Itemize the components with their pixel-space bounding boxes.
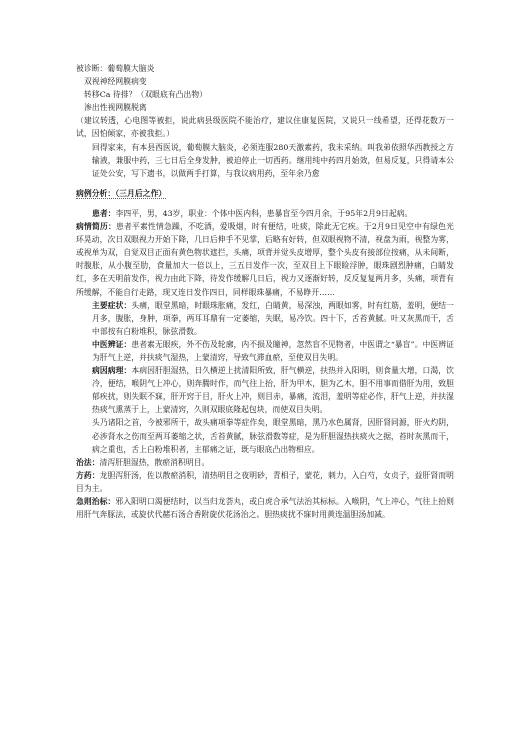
spacer bbox=[76, 200, 454, 207]
treatment-paragraph bbox=[76, 456, 454, 469]
diagnosis-line-2: 双视神经网膜病变 bbox=[84, 77, 147, 87]
document-body bbox=[76, 62, 454, 521]
history-label: 病情简历： bbox=[76, 222, 116, 232]
current-symptoms-paragraph bbox=[76, 299, 454, 338]
hospital-note: （建议转透，心电图等被拒，说此病县级医院不能治疗，建议住康复医院，又说只一线希望，还得花数万一试，因怕倾家，亦被我拒。） bbox=[76, 116, 454, 139]
current-symptoms-label: 主要症状： bbox=[92, 300, 132, 310]
treatment-text: 清泻肝胆湿热，散瘀消积明目。 bbox=[99, 457, 210, 467]
diagnosis-line-3: 转移Ca 待排？（双眼底有凸出物） bbox=[84, 90, 208, 100]
treatment-label: 治法： bbox=[76, 457, 100, 467]
history-paragraph bbox=[76, 220, 454, 299]
diagnosis-line-4: 渗出性视网膜脱离 bbox=[84, 103, 147, 113]
prescription-label: 方药： bbox=[76, 470, 100, 480]
diagnosis-line-1: 被诊断：葡萄膜大脑炎 bbox=[76, 64, 155, 73]
prescription-text: 龙胆泻肝汤，佐以散瘀消积，清热明目之夜明砂，青相子，蒙花，刺力，入白芍，女贞子，益肝肾而明目为主。 bbox=[76, 470, 455, 493]
pathology-text: 本病因肝胆湿热，日久横逆上扰清阳所致，肝气横逆，扶热并入阳明，则食量大增，口渴，饮冷，便结，喉阴气上冲心，则奔腾时作，而气往上抬，肝为甲木，胆为乙木，胆不用事而借肝为用，致胆郁疾扰，则失眠不寐，肝开窍于目，肝火上冲，则目赤，暴痛，流泪，羞明等症必作，肝气上逆，并扶湿热痰气熏蒸于上，上蒙清窍，久则双眼底隆起包块，而使双目失明。 bbox=[92, 366, 455, 415]
return-note: 回得家来，有本县西医说，葡萄膜大脑炎，必须连服280天激素药，我未采纳。叫我弟依照华西教授之方输液，兼服中药，三七日后全身发肿，被迫停止一切西药。继用纯中药四月始效，但易反复，只得请本公证处公安，写下遗书，以做两手打算，与我议病用药，至年余乃愈 bbox=[92, 142, 454, 178]
spacer bbox=[76, 180, 454, 187]
section-title-text: 病例分析：（三月后之作） bbox=[76, 188, 167, 198]
emergency-paragraph bbox=[76, 495, 454, 521]
patient-text: 李四平，男，43岁，职业：个体中医内科，患暴盲至今四月余，于95年2月9日起病。 bbox=[115, 208, 413, 218]
summary-paragraph: 头乃诸阳之首，今被邪所干，故头痛项拳等症作矣，眼堂黑暗，黑乃水色属肾，因肝肾同源，肝火灼阴，必涉肾水之伤而至两耳萎缩之状，舌苔黄腻，脉弦滑数等症，是为肝胆湿热扶痰火之据，苔时灰黑而干，病之重也，舌上白粉堆积者，主郁痛之证，既与眼底凸出物相应。 bbox=[92, 418, 454, 454]
pathology-paragraph bbox=[76, 364, 454, 416]
emergency-text: 邪入阳明口渴便结时，以当归龙荟丸，或白虎合承气法治其标标。入喉阴，气上冲心，气往上抬则用肝气奔豚法，或旋伏代赭石汤合香附旋伏花汤治之。胆热痰扰不寐时用黄连温胆汤加减。 bbox=[76, 497, 455, 520]
syndrome-paragraph bbox=[76, 338, 454, 364]
pathology-label: 病因病理： bbox=[92, 366, 132, 376]
patient-label: 患者： bbox=[92, 208, 116, 218]
patient-paragraph bbox=[76, 207, 454, 220]
emergency-label: 急则治标： bbox=[76, 497, 116, 506]
history-text: 患者平素性情急躁，不吃酒，爱吸烟，时有便结，吐痰，除此无它疾。于2月9日见空中有绿色光环晃动，次日双眼视力开始下降，几日后伸手不见掌，后略有好转，但双眼视物不清，视盘为雨，视整为雾，或视单为双，自觉双目正面有黄色物状遮拦，头痛，项背并觉头皮增厚，整个头皮有接部位按痛，从未间断，时腹胀，从小腹至肋，食量加大一倍以上，三五日发作一次，至双目上下眼睑浮肿，眼珠剧烈肿痛，白睛发红，多在天明前发作，视力由此下降，待发作缓解几日后，视力又逐渐好转，反反复复两月多，头痛，项背有所缓解，不能自行走路，现又连日发作四日，同样眼珠暴痛，不易睁开…… bbox=[76, 222, 454, 297]
section-title bbox=[76, 187, 454, 200]
syndrome-label: 中医辨证： bbox=[92, 339, 132, 349]
syndrome-text: 患者素无眼疾，外不伤及轮廓，内不损及瞳神，忽然盲不见物者，中医谓之“暴盲”。中医辨证为肝气上逆，并扶痰气湿热，上蒙清窍，导致气滞血瘀，至使双目失明。 bbox=[92, 339, 454, 362]
current-symptoms-text: 头痛，眼堂黑暗，时眼珠胀痛，发红，白睛黄，易深浊，两眼如雾，时有红筋，羞明，便结一月多，腹胀，身肿，项拳，两耳耳鼎有一定萎缩，失眠，易冷饮。四十下，舌苔黄腻。叶又灰黑而干，舌中部按有白粉堆积，脉弦滑数。 bbox=[92, 300, 455, 336]
prescription-paragraph bbox=[76, 469, 454, 495]
